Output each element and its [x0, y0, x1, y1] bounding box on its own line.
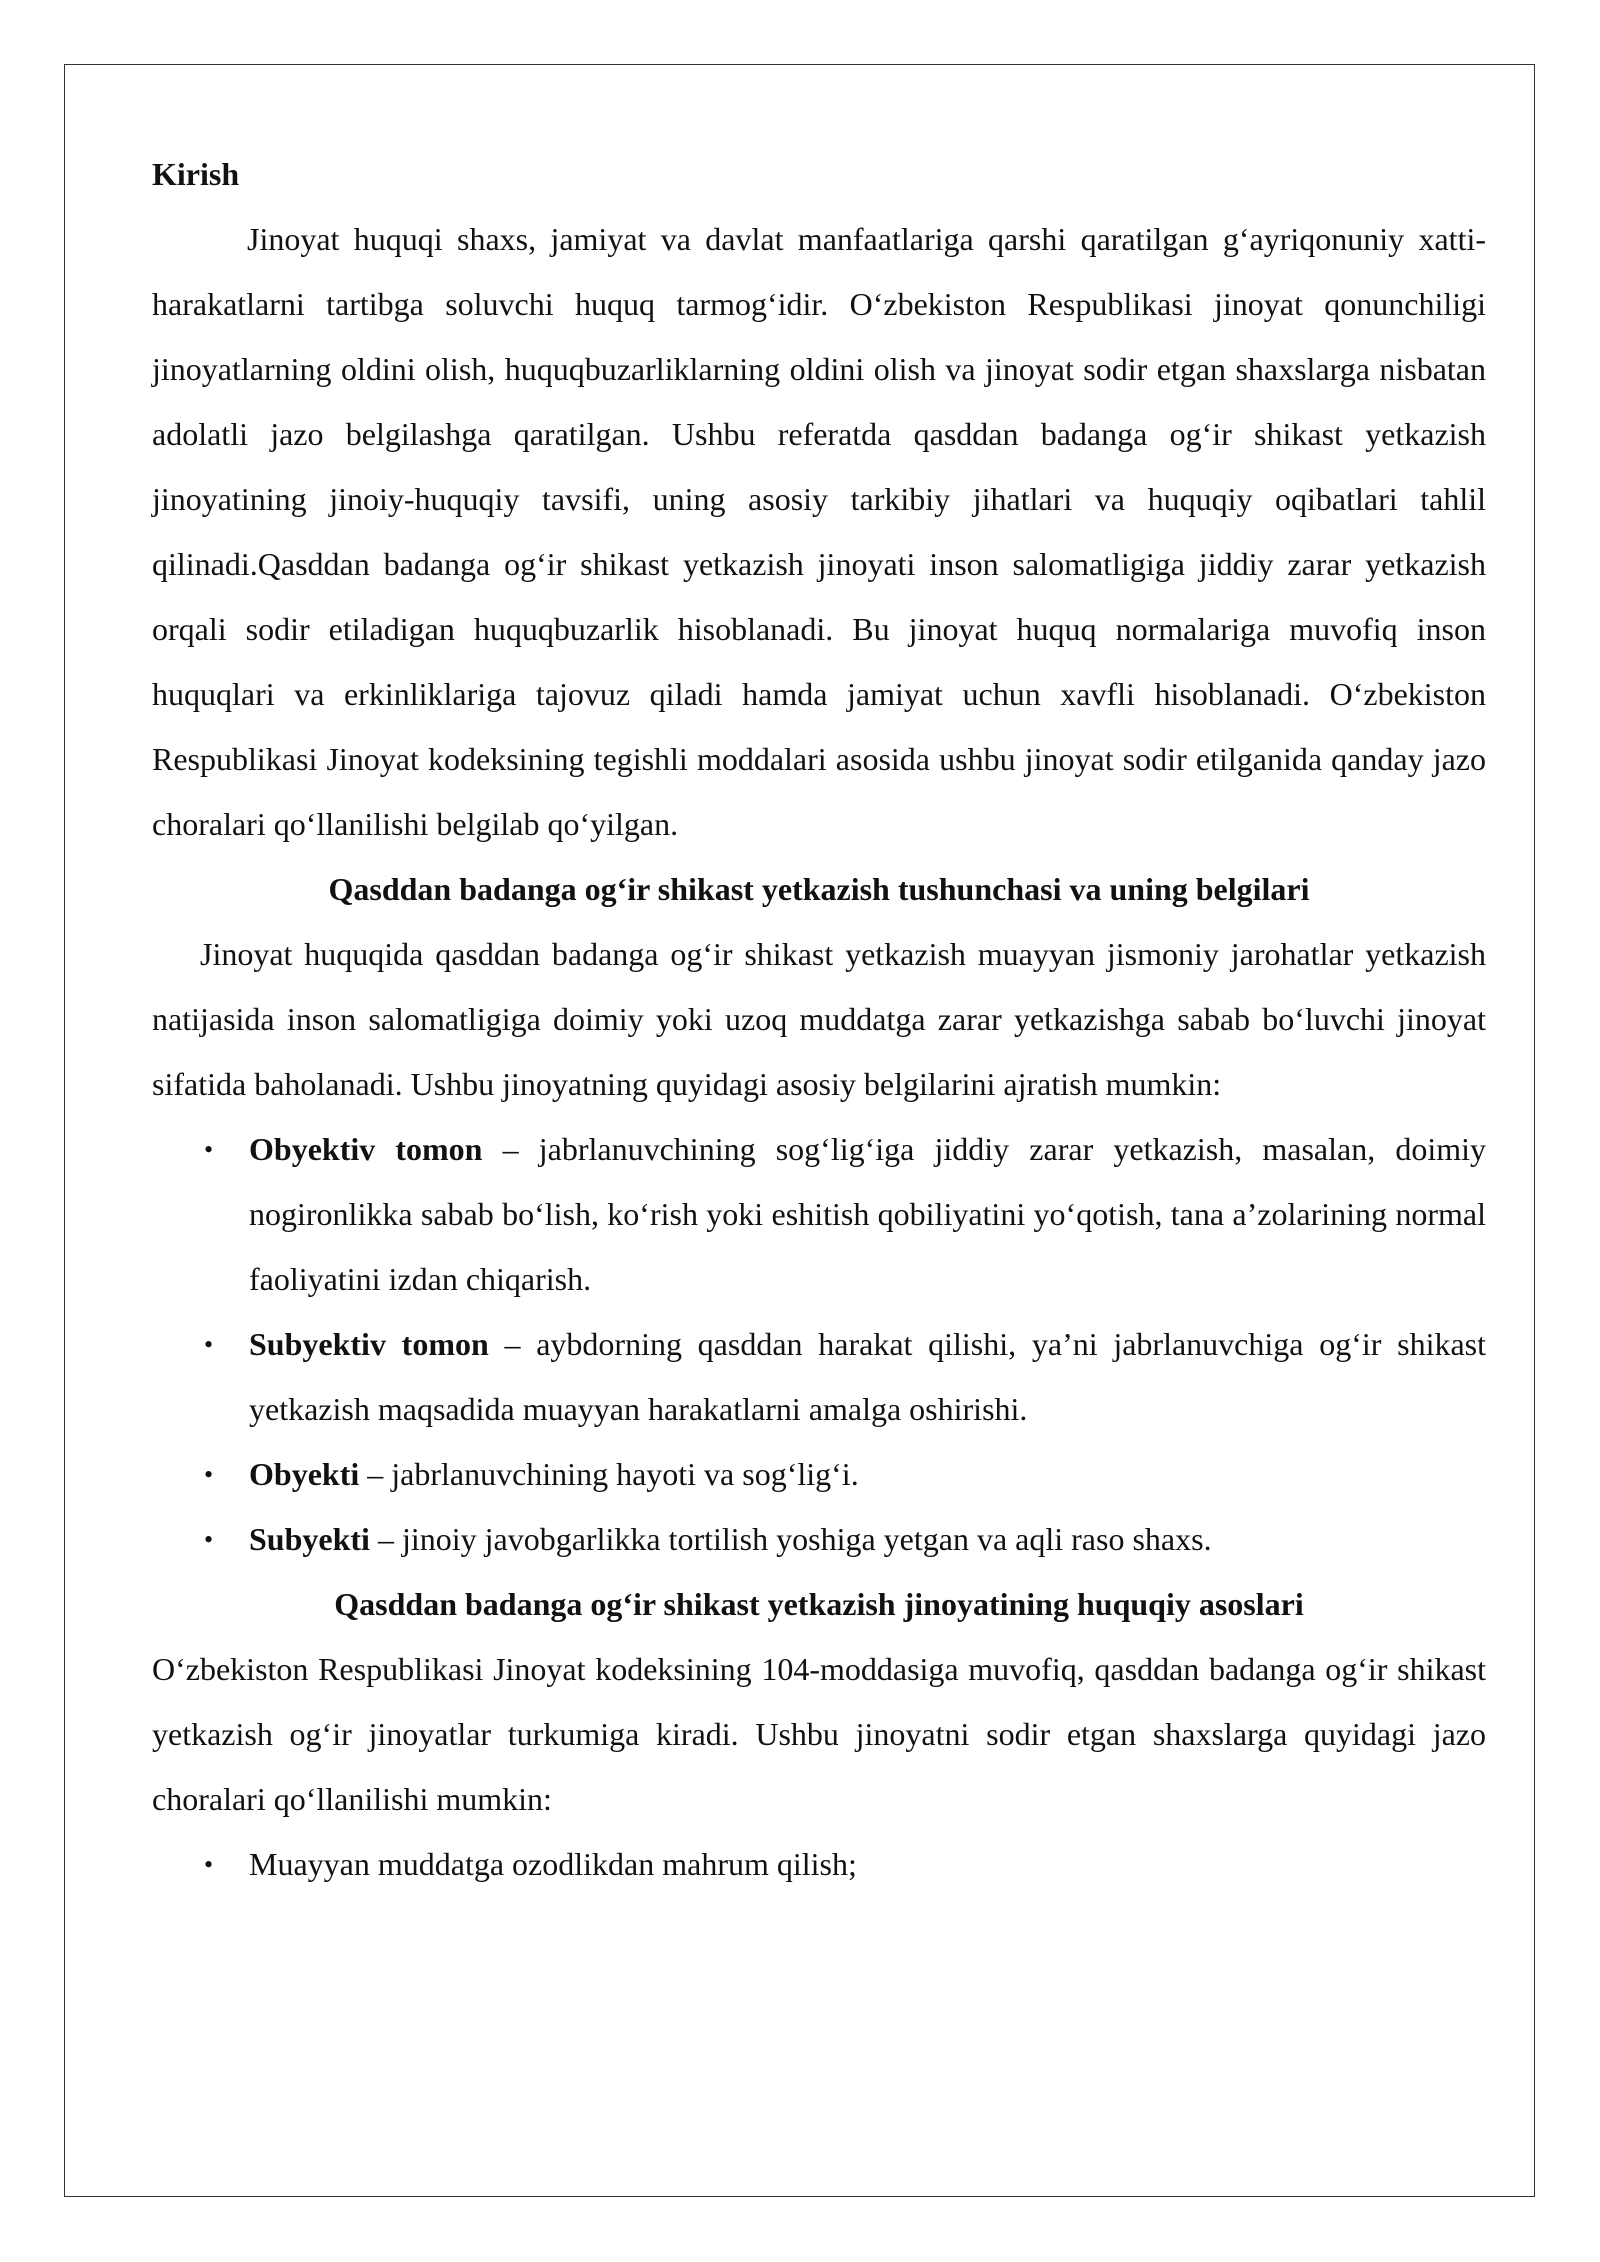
- list-item-text: – jabrlanuvchining sog‘lig‘iga jiddiy zarar yetkazish, masalan, doimiy nogironlikka sabab bo‘lish, ko‘rish yoki eshitish qobiliyatini yo‘qotish, tana a’zolarining normal faoliyatini izdan chiqarish.: [249, 1131, 1487, 1297]
- list-item: [152, 1312, 1486, 1442]
- features-list: [152, 1117, 1486, 1572]
- list-item-text: – jabrlanuvchining hayoti va sog‘lig‘i.: [359, 1456, 859, 1492]
- list-item-text: – jinoiy javobgarlikka tortilish yoshiga yetgan va aqli raso shaxs.: [369, 1521, 1212, 1557]
- section-heading-concept: Qasddan badanga og‘ir shikast yetkazish tushunchasi va uning belgilari: [328, 871, 1310, 907]
- list-item-text: Muayyan muddatga ozodlikdan mahrum qilish;: [249, 1846, 857, 1882]
- bullet-icon: •: [204, 1330, 214, 1359]
- intro-paragraph: Jinoyat huquqi shaxs, jamiyat va davlat manfaatlariga qarshi qaratilgan g‘ayriqonuniy xatti-harakatlarni tartibga soluvchi huquq tarmog‘idir. O‘zbekiston Respublikasi jinoyat qonunchiligi jinoyatlarning oldini olish, huquqbuzarliklarning oldini olish va jinoyat sodir etgan shaxslarga nisbatan adolatli jazo belgilashga qaratilgan. Ushbu referatda qasddan badanga og‘ir shikast yetkazish jinoyatining jinoiy-huquqiy tavsifi, uning asosiy tarkibiy jihatlari va huquqiy oqibatlari tahlil qilinadi.Qasddan badanga og‘ir shikast yetkazish jinoyati inson salomatligiga jiddiy zarar yetkazish orqali sodir etiladigan huquqbuzarlik hisoblanadi. Bu jinoyat huquq normalariga muvofiq inson huquqlari va erkinliklariga tajovuz qiladi hamda jamiyat uchun xavfli hisoblanadi. O‘zbekiston Respublikasi Jinoyat kodeksining tegishli moddalari asosida ushbu jinoyat sodir etilganida qanday jazo choralari qo‘llanilishi belgilab qo‘yilgan.: [152, 221, 1486, 842]
- list-item: [152, 1832, 1486, 1897]
- list-item-text: – aybdorning qasddan harakat qilishi, ya’ni jabrlanuvchiga og‘ir shikast yetkazish maqsadida muayyan harakatlarni amalga oshirishi.: [249, 1326, 1486, 1427]
- list-item: [152, 1117, 1486, 1312]
- bullet-icon: •: [204, 1135, 214, 1164]
- intro-title: Kirish: [152, 156, 240, 192]
- list-item-term: Obyekti: [249, 1456, 360, 1492]
- list-item-term: Obyektiv tomon: [249, 1131, 483, 1167]
- bullet-icon: •: [204, 1525, 214, 1554]
- section-concept-paragraph: Jinoyat huquqida qasddan badanga og‘ir shikast yetkazish muayyan jismoniy jarohatlar yetkazish natijasida inson salomatligiga doimiy yoki uzoq muddatga zarar yetkazishga sabab bo‘luvchi jinoyat sifatida baholanadi. Ushbu jinoyatning quyidagi asosiy belgilarini ajratish mumkin:: [152, 936, 1486, 1102]
- list-item-term: Subyektiv tomon: [249, 1326, 489, 1362]
- list-item: [152, 1442, 1486, 1507]
- bullet-icon: •: [204, 1850, 214, 1879]
- section-heading-legal-basis: Qasddan badanga og‘ir shikast yetkazish jinoyatining huquqiy asoslari: [334, 1586, 1304, 1622]
- document-body: [152, 142, 1486, 1897]
- list-item-term: Subyekti: [249, 1521, 370, 1557]
- list-item: [152, 1507, 1486, 1572]
- penalties-list: [152, 1832, 1486, 1897]
- section-legal-paragraph: O‘zbekiston Respublikasi Jinoyat kodeksining 104-moddasiga muvofiq, qasddan badanga og‘ir shikast yetkazish og‘ir jinoyatlar turkumiga kiradi. Ushbu jinoyatni sodir etgan shaxslarga quyidagi jazo choralari qo‘llanilishi mumkin:: [152, 1651, 1486, 1817]
- bullet-icon: •: [204, 1460, 214, 1489]
